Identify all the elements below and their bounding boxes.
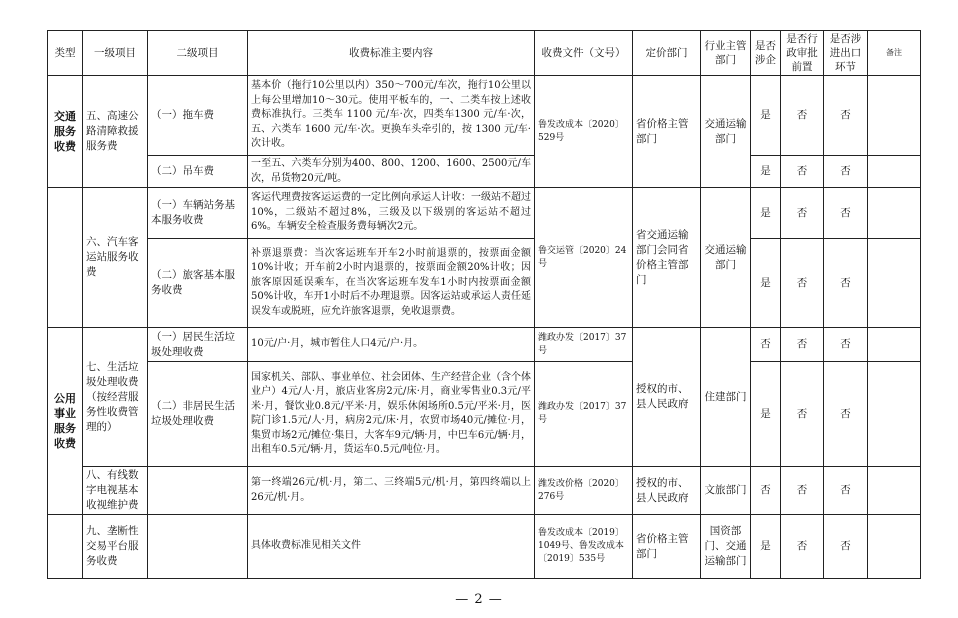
import-export-cell: 否: [824, 188, 868, 239]
doc-cell: 鲁发改成本〔2020〕529号: [535, 76, 633, 188]
import-export-cell: 否: [824, 328, 868, 362]
enterprise-cell: 是: [751, 239, 781, 328]
enterprise-cell: 是: [751, 76, 781, 156]
header-industry-dept: 行业主管部门: [701, 31, 751, 76]
note-cell: [868, 156, 921, 188]
enterprise-cell: 是: [751, 156, 781, 188]
industry-dept-cell: 交通运输部门: [701, 76, 751, 188]
import-export-cell: 否: [824, 76, 868, 156]
price-dept-cell: 授权的市、县人民政府: [633, 328, 701, 467]
level1-cell: 五、高速公路清障救援服务费: [83, 76, 148, 188]
header-price-dept: 定价部门: [633, 31, 701, 76]
header-level1: 一级项目: [83, 31, 148, 76]
content-cell: 客运代理费按客运运费的一定比例向承运人计收：一级站不超过10%，二级站不超过8%，三级及以下级别的客运站不超过6%。车辆安全检查服务费每辆次2元。: [248, 188, 535, 239]
content-cell: 补票退票费：当次客运班车开车2小时前退票的，按票面金额10%计收；开车前2小时内退票的，按票面金额20%计收；因旅客原因延误乘车，在当次客运班车发车1小时内按票面金额50%计收，车开1小时后不办理退票。因客运站或承运人责任延误发车或脱班，应允许旅客退票，免收退票费。: [248, 239, 535, 328]
import-export-cell: 否: [824, 362, 868, 467]
header-import-export: 是否涉进出口环节: [824, 31, 868, 76]
content-cell: 第一终端26元/机·月，第二、三终端5元/机·月，第四终端以上26元/机·月。: [248, 467, 535, 515]
content-cell: 具体收费标准见相关文件: [248, 515, 535, 579]
level2-cell: [148, 515, 248, 579]
type-cell: [48, 515, 83, 579]
table-row: [48, 328, 921, 362]
content-cell: 国家机关、部队、事业单位、社会团体、生产经营企业（含个体业户）4元/人·月，旅店业客房2元/床·月，商业零售业0.3元/平米·月，餐饮业0.8元/平米·月，娱乐休闲场所0.5元/平米·月，医院门诊1.5元/人·月，病房2元/床·月，农贸市场40元/摊位·月，集贸市场2元/摊位·集日，大客车9元/辆·月，中巴车6元/辆·月，出租车0.5元/辆·月，货运车0.5元/吨位·月。: [248, 362, 535, 467]
industry-dept-cell: 文旅部门: [701, 467, 751, 515]
approval-cell: 否: [781, 362, 824, 467]
level2-cell: （一）居民生活垃圾处理收费: [148, 328, 248, 362]
table-row: [48, 467, 921, 515]
level2-cell: [148, 467, 248, 515]
type-cell: 交通服务收费: [48, 76, 83, 188]
type-cell: [48, 188, 83, 328]
enterprise-cell: 否: [751, 328, 781, 362]
note-cell: [868, 515, 921, 579]
doc-cell: 鲁发改成本〔2019〕1049号、鲁发改成本〔2019〕535号: [535, 515, 633, 579]
note-cell: [868, 328, 921, 362]
header-approval: 是否行政审批前置: [781, 31, 824, 76]
enterprise-cell: 是: [751, 362, 781, 467]
industry-dept-cell: 交通运输部门: [701, 188, 751, 328]
header-type: 类型: [48, 31, 83, 76]
doc-cell: 鲁交运管〔2020〕24号: [535, 188, 633, 328]
content-cell: 10元/户·月，城市暂住人口4元/户·月。: [248, 328, 535, 362]
level2-cell: （二）旅客基本服务收费: [148, 239, 248, 328]
table-row: [48, 362, 921, 467]
fee-table: [47, 30, 921, 579]
approval-cell: 否: [781, 328, 824, 362]
header-enterprise: 是否涉企: [751, 31, 781, 76]
doc-cell: 潍发改价格〔2020〕276号: [535, 467, 633, 515]
table-header-row: [48, 31, 921, 76]
enterprise-cell: 否: [751, 467, 781, 515]
approval-cell: 否: [781, 467, 824, 515]
level1-cell: 七、生活垃圾处理收费（按经营服务性收费管理的）: [83, 328, 148, 467]
price-dept-cell: 省价格主管部门: [633, 515, 701, 579]
content-cell: 基本价（拖行10公里以内）350～700元/车次，拖行10公里以上每公里增加10～30元。使用平板车的，一、二类车按上述收费标准执行。三类车 1100 元/车·次，四类车1300 元/车·次，五、六类车 1600 元/车·次。更换车头牵引的，按 1300 元/车·次计收。: [248, 76, 535, 156]
price-dept-cell: 省价格主管部门: [633, 76, 701, 188]
import-export-cell: 否: [824, 515, 868, 579]
level1-cell: 八、有线数字电视基本收视维护费: [83, 467, 148, 515]
note-cell: [868, 239, 921, 328]
page-number: — 2 —: [455, 592, 503, 607]
import-export-cell: 否: [824, 156, 868, 188]
type-cell: 公用事业服务收费: [48, 328, 83, 515]
doc-cell: 潍政办发〔2017〕37号: [535, 362, 633, 467]
header-note: 备注: [868, 31, 921, 76]
note-cell: [868, 467, 921, 515]
level1-cell: 九、垄断性交易平台服务收费: [83, 515, 148, 579]
table-row: [48, 239, 921, 328]
industry-dept-cell: 住建部门: [701, 328, 751, 467]
approval-cell: 否: [781, 76, 824, 156]
header-doc: 收费文件（文号）: [535, 31, 633, 76]
approval-cell: 否: [781, 156, 824, 188]
enterprise-cell: 是: [751, 515, 781, 579]
table-row: [48, 156, 921, 188]
content-cell: 一至五、六类车分别为400、800、1200、1600、2500元/车次，吊货物20元/吨。: [248, 156, 535, 188]
header-content: 收费标准主要内容: [248, 31, 535, 76]
level2-cell: （二）吊车费: [148, 156, 248, 188]
table-row: [48, 76, 921, 156]
industry-dept-cell: 国资部门、交通运输部门: [701, 515, 751, 579]
import-export-cell: 否: [824, 239, 868, 328]
note-cell: [868, 188, 921, 239]
doc-cell: 潍政办发〔2017〕37号: [535, 328, 633, 362]
note-cell: [868, 76, 921, 156]
price-dept-cell: 授权的市、县人民政府: [633, 467, 701, 515]
table-row: [48, 188, 921, 239]
approval-cell: 否: [781, 188, 824, 239]
level2-cell: （一）拖车费: [148, 76, 248, 156]
note-cell: [868, 362, 921, 467]
price-dept-cell: 省交通运输部门会同省价格主管部门: [633, 188, 701, 328]
approval-cell: 否: [781, 515, 824, 579]
table-row: [48, 515, 921, 579]
import-export-cell: 否: [824, 467, 868, 515]
enterprise-cell: 是: [751, 188, 781, 239]
level2-cell: （一）车辆站务基本服务收费: [148, 188, 248, 239]
approval-cell: 否: [781, 239, 824, 328]
level2-cell: （二）非居民生活垃圾处理收费: [148, 362, 248, 467]
header-level2: 二级项目: [148, 31, 248, 76]
level1-cell: 六、汽车客运站服务收费: [83, 188, 148, 328]
